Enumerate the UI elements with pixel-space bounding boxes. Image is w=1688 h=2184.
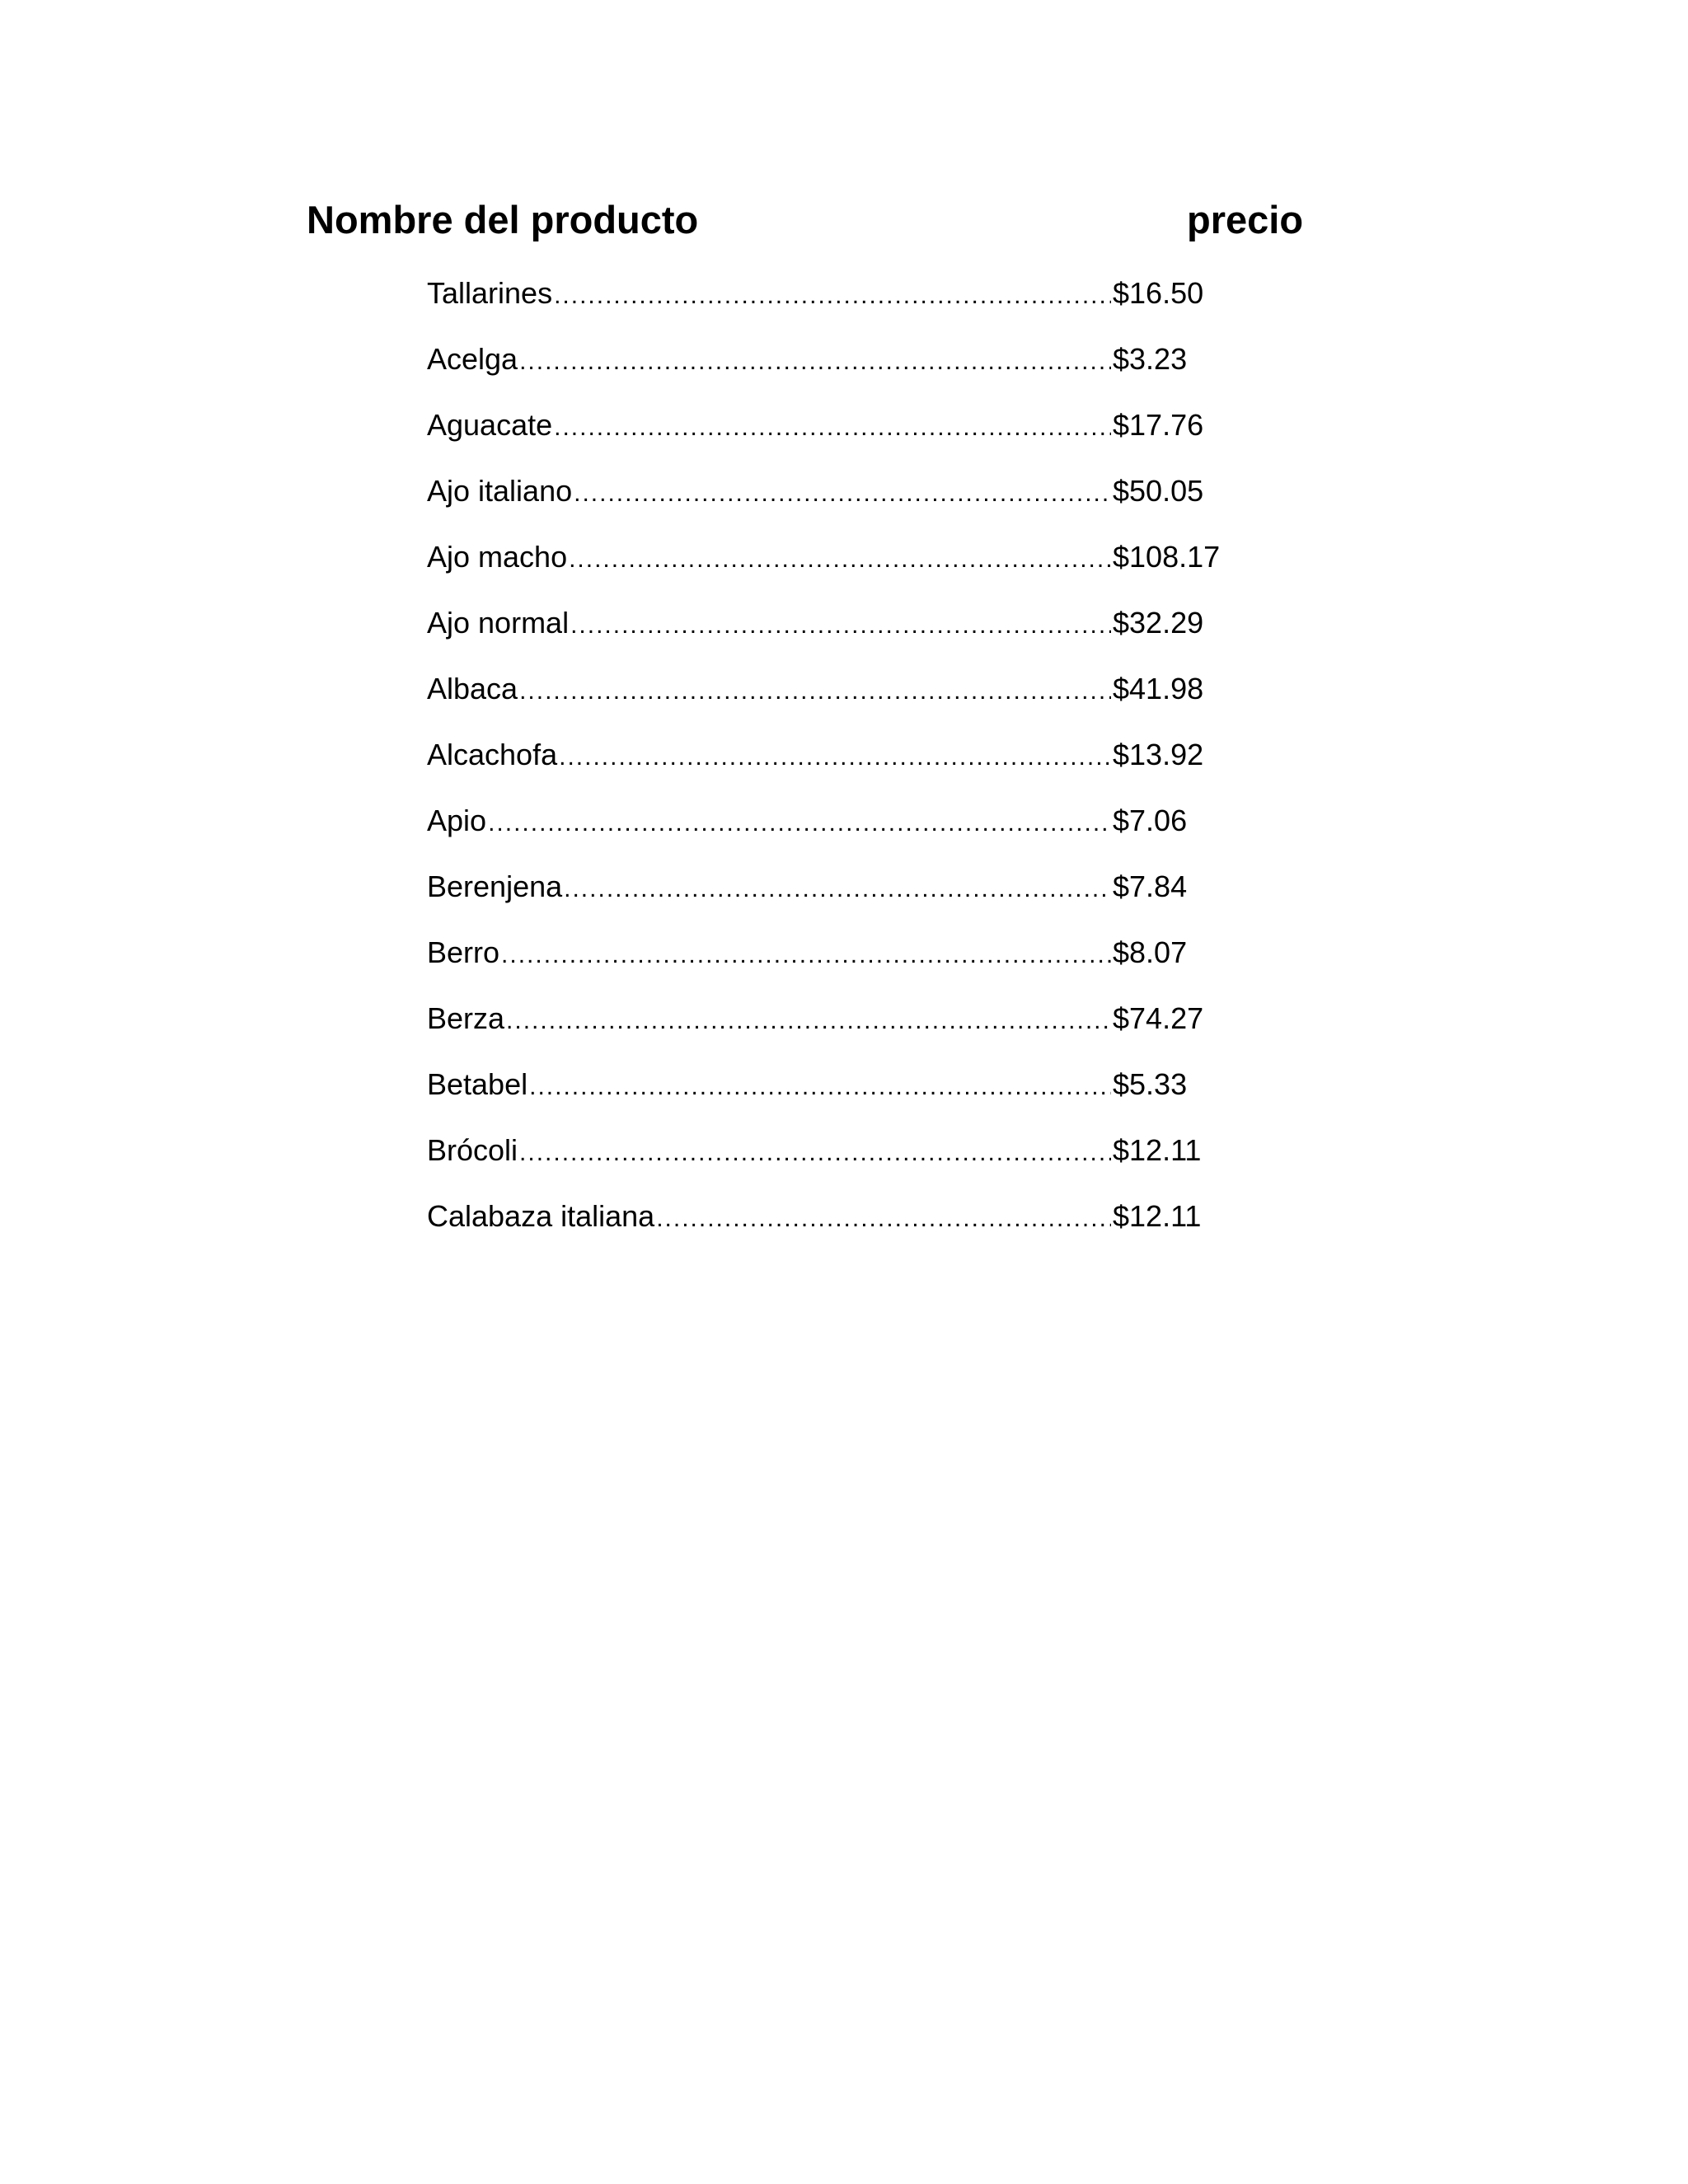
dot-leader [529,1066,1111,1108]
dot-leader [569,538,1111,581]
dot-leader [574,472,1111,515]
price-heading: precio [1187,198,1304,241]
list-item [427,1129,1210,1195]
dot-leader [488,802,1111,845]
product-name: Ajo normal [427,606,570,640]
product-name: Berenjena [427,869,563,903]
list-item [427,1195,1210,1261]
product-name: Betabel [427,1067,528,1101]
product-price: $13.92 [1113,738,1204,771]
product-name: Aguacate [427,408,553,442]
list-item [427,470,1210,536]
list-item [427,404,1210,470]
dot-leader [554,274,1111,317]
product-name: Calabaza italiana [427,1199,655,1233]
product-price: $32.29 [1113,606,1204,640]
dot-leader [554,406,1111,449]
product-name: Tallarines [427,276,553,310]
product-price: $7.84 [1113,869,1188,903]
list-item [427,931,1210,997]
product-price: $41.98 [1113,672,1204,705]
dot-leader [519,1132,1111,1174]
list-item [427,272,1210,338]
product-price: $50.05 [1113,474,1204,508]
dot-leader [570,604,1111,647]
dot-leader [519,340,1111,383]
dot-leader [564,868,1111,911]
dot-leader [519,670,1111,713]
product-price: $12.11 [1113,1199,1202,1233]
product-price-list [427,272,1221,1261]
list-item [427,799,1210,865]
product-price: $5.33 [1113,1067,1188,1101]
product-price: $7.06 [1113,804,1188,837]
product-name: Alcachofa [427,738,558,771]
list-item [427,536,1221,602]
product-name: Berza [427,1001,505,1035]
product-price: $17.76 [1113,408,1204,442]
list-item [427,1063,1210,1129]
list-item [427,668,1210,733]
product-name: Ajo italiano [427,474,573,508]
product-price: $16.50 [1113,276,1204,310]
product-name: Berro [427,935,500,969]
product-name: Ajo macho [427,540,568,574]
product-price: $3.23 [1113,342,1188,376]
dot-leader [559,736,1111,779]
product-price: $74.27 [1113,1001,1204,1035]
dot-leader [506,1000,1111,1043]
list-item [427,997,1210,1063]
product-name: Apio [427,804,487,837]
list-item [427,733,1210,799]
product-price: $12.11 [1113,1133,1202,1167]
product-name: Brócoli [427,1133,518,1167]
dot-leader [501,934,1111,977]
list-item [427,338,1210,404]
product-name: Acelga [427,342,518,376]
dot-leader [656,1197,1111,1240]
product-name-heading: Nombre del producto [307,198,699,241]
column-header [307,191,1304,249]
product-name: Albaca [427,672,518,705]
product-price: $8.07 [1113,935,1188,969]
product-price: $108.17 [1113,540,1221,574]
list-item [427,602,1210,668]
list-item [427,865,1210,931]
